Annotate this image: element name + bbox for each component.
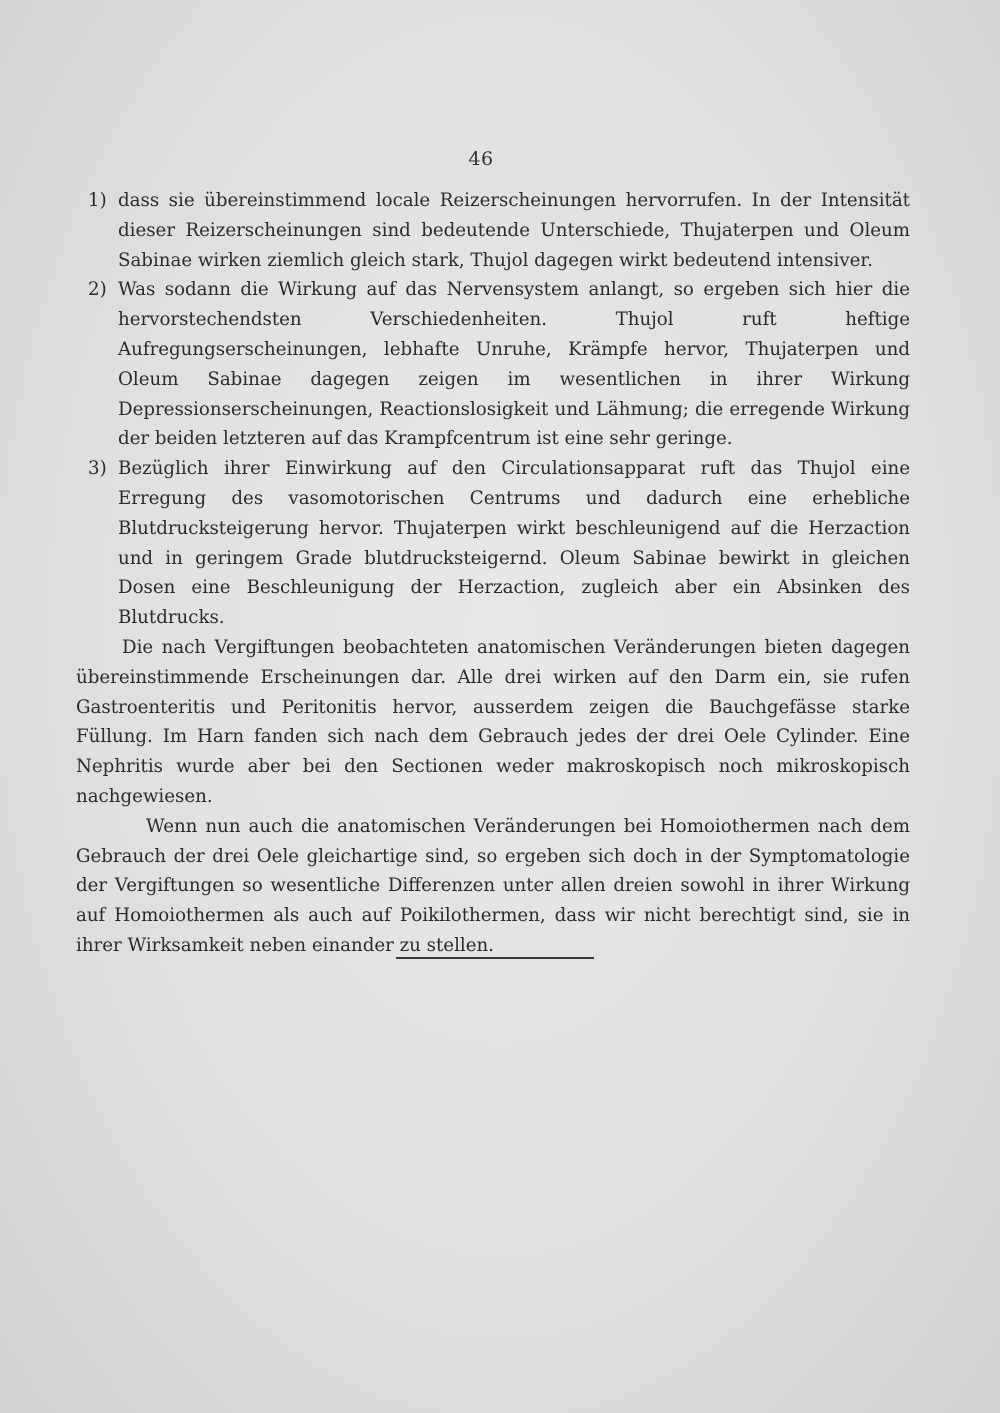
section-divider-rule (396, 957, 594, 959)
list-item-number: 3) (88, 458, 107, 480)
list-item-text: dass sie übereinstimmend locale Reizerscheinungen hervorrufen. In der Intensität dieser Reizerscheinungen sind bedeutende Unterschiede, Thujaterpen und Oleum Sabinae wirken ziemlich gleich stark, Thujol dagegen wirkt bedeutend intensiver. (118, 190, 910, 271)
paragraph-conclusion: Wenn nun auch die anatomischen Veränderungen bei Homoiothermen nach dem Gebrauch der drei Oele gleichartige sind, so ergeben sich doch in der Symptomatologie der Vergiftungen so wesentliche Differenzen unter allen dreien sowohl in ihrer Wirkung auf Homoiothermen als auch auf Poikilothermen, dass wir nicht berechtigt sind, sie in ihrer Wirksamkeit neben einander zu stellen. (76, 815, 910, 956)
list-item-2 (76, 275, 910, 454)
list-item-number: 1) (88, 190, 107, 211)
list-item-text: Was sodann die Wirkung auf das Nervensystem anlangt, so ergeben sich hier die hervorstechendsten Verschiedenheiten. Thujol ruft heftige Aufregungserscheinungen, lebhafte Unruhe, Krämpfe hervor, Thujaterpen und Oleum Sabinae dagegen zeigen im wesentlichen in ihrer Wirkung Depressionserscheinungen, Reactionslosigkeit und Lähmung; die erregende Wirkung der beiden letzteren auf das Krampfcentrum ist eine sehr geringe. (118, 279, 910, 450)
list-item-1 (76, 186, 910, 275)
list-item-3 (76, 454, 910, 633)
page-number: 46 (468, 148, 494, 170)
list-item-text: Bezüglich ihrer Einwirkung auf den Circulationsapparat ruft das Thujol eine Erregung des vasomotorischen Centrums und dadurch eine erhebliche Blutdrucksteigerung hervor. Thujaterpen wirkt beschleunigend auf die Herzaction und in geringem Grade blutdrucksteigernd. Oleum Sabinae bewirkt in gleichen Dosen eine Beschleunigung der Herzaction, zugleich aber ein Absinken des Blutdrucks. (118, 458, 910, 629)
list-item-number: 2) (88, 279, 107, 301)
paragraph-anatomical-changes: Die nach Vergiftungen beobachteten anatomischen Veränderungen bieten dagegen übereinstimmende Erscheinungen dar. Alle drei wirken auf den Darm ein, sie rufen Gastroenteritis und Peritonitis hervor, ausserdem zeigen die Bauchgefässe starke Füllung. Im Harn fanden sich nach dem Gebrauch jedes der drei Oele Cylinder. Eine Nephritis wurde aber bei den Sectionen weder makroskopisch noch mikroskopisch nachgewiesen. (76, 636, 910, 807)
body-text (76, 186, 910, 961)
